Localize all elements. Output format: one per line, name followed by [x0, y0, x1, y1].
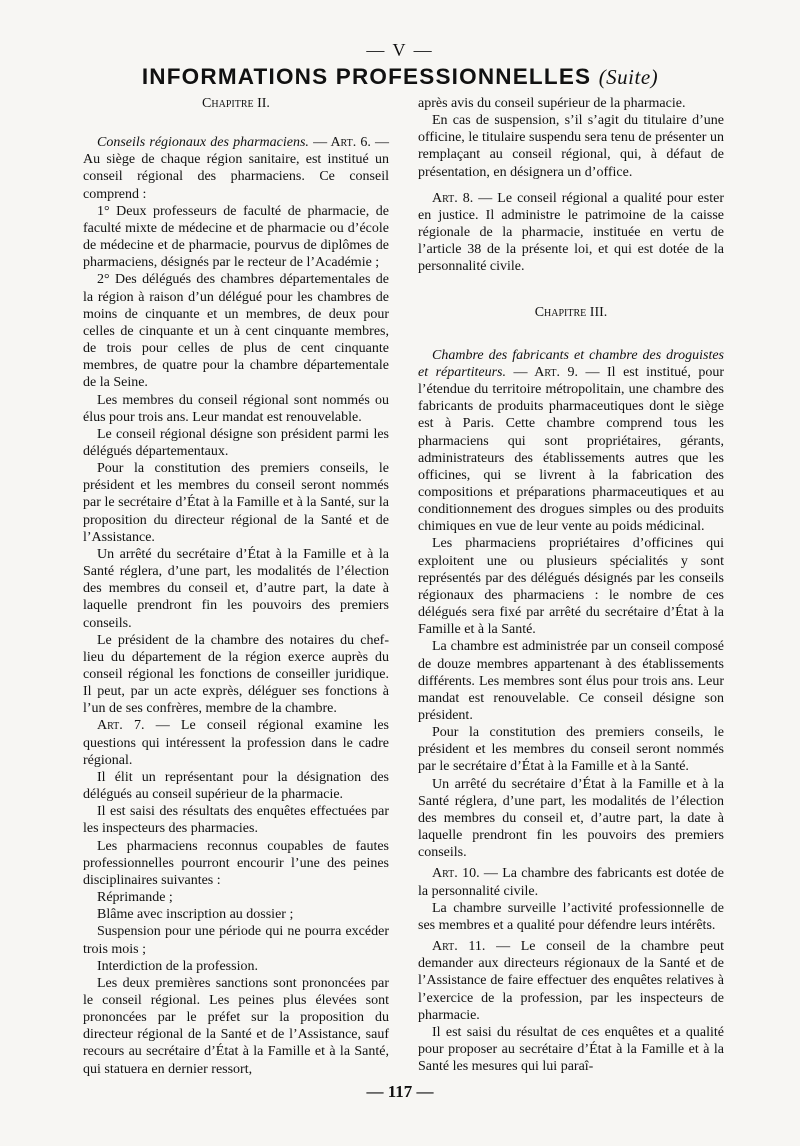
paragraph: Il est saisi du résultat de ces enquêtes et a qualité pour proposer au secrétaire d’État à la Famille et à la Santé les mesures qui lui paraî-: [418, 1024, 724, 1075]
article-label: Art. 7.: [97, 718, 145, 734]
paragraph: Les pharmaciens reconnus coupables de fautes professionnelles pourront encourir l’une des peines disciplinaires suivantes :: [83, 838, 389, 888]
article-label: Art. 10.: [432, 866, 480, 882]
paragraph-text: — La chambre des fabricants est dotée de la personnalité civile.: [418, 866, 724, 899]
list-item: Blâme avec inscription au dossier ;: [97, 907, 294, 923]
chapter-heading: Chapitre III.: [534, 304, 608, 320]
chapter-heading: Chapitre II.: [202, 96, 270, 111]
title-text: INFORMATIONS PROFESSIONNELLES: [141, 64, 592, 89]
paragraph: La chambre surveille l’activité professionnelle de ses membres et a qualité pour défendre leurs intérêts.: [418, 900, 724, 933]
left-column: [83, 95, 389, 1078]
paragraph: En cas de suspension, s’il s’agit du titulaire d’une officine, le titulaire suspendu sera tenu de présenter un remplaçant au conseil régional, qui, à défaut de présentation, en désignera un d’office.: [418, 113, 724, 180]
paragraph: Le conseil régional désigne son président parmi les délégués départementaux.: [83, 426, 389, 459]
paragraph: [418, 865, 724, 899]
paragraph: La chambre est administrée par un conseil composé de douze membres appartenant à des établissements différents. Les membres sont élus pour trois ans. Leur mandat est renouvelable. Ce conseil désigne son président.: [418, 639, 724, 723]
paragraph: [83, 134, 389, 203]
article-label: Art. 11.: [432, 939, 486, 955]
article-label: Art. 8.: [432, 190, 474, 206]
paragraph-text: — Il est institué, pour l’étendue du territoire métropolitain, une chambre des fabricants de produits pharmaceutiques dont le siège est à Paris. Cette chambre comprend tous les pharmaciens qui sont propriétaires, gérants, administrateurs des établissements autres que les officines, qui se livrent à la fabrication des compositions et préparations pharmaceutiques et au conditionnement des drogues simples ou des produits chimiques en vue de leur vente au poids médicinal.: [418, 364, 724, 535]
paragraph-text: — Le conseil régional a qualité pour ester en justice. Il administre le patrimoine de la caisse régionale de la pharmacie, instituée en vertu de l’article 38 de la présente loi, et qui est dotée de la personnalité civile.: [418, 190, 724, 275]
title-suite: (Suite): [598, 65, 659, 89]
page-number: — 117 —: [366, 1082, 434, 1101]
article-label: — Art. 6.: [313, 135, 371, 151]
page-title: [80, 64, 720, 90]
paragraph: Le président de la chambre des notaires du chef-lieu du département de la région exerce auprès du conseil régional les fonctions de conseiller juridique. Il peut, par un acte exprès, déléguer ses fonctions à l’un de ses confrères, membre de la chambre.: [83, 632, 389, 717]
paragraph: [418, 347, 724, 536]
paragraph: Un arrêté du secrétaire d’État à la Famille et à la Santé réglera, d’une part, les modalités de l’élection des membres du conseil et, d’autre part, la date à laquelle prendront fin les pouvoirs des premiers conseils.: [83, 546, 389, 631]
list-item: Interdiction de la profession.: [97, 958, 258, 974]
paragraph: 1° Deux professeurs de faculté de pharmacie, de faculté mixte de médecine et de pharmacie ou d’école de médecine et de pharmacie, pourvus de diplômes de pharmaciens, désignés par le recteur de l’Académie ;: [83, 203, 389, 271]
paragraph: Pour la constitution des premiers conseils, le président et les membres du conseil seront nommés par le secrétaire d’État à la Famille et à la Santé, sur la proposition du directeur régional de la Santé et de l’Assistance.: [83, 461, 389, 545]
paragraph: [418, 938, 724, 1024]
paragraph-text: — Au siège de chaque région sanitaire, est institué un conseil régional des pharmaciens. Ce conseil comprend :: [83, 135, 390, 202]
section-title: Chambre des fabricants et chambre des droguistes et répartiteurs.: [418, 347, 724, 380]
paragraph: Il élit un représentant pour la désignation des délégués au conseil supérieur de la pharmacie.: [83, 769, 389, 803]
list-item: Suspension pour une période qui ne pourra excéder trois mois ;: [83, 924, 389, 957]
list-item: Réprimande ;: [97, 890, 173, 906]
paragraph: Un arrêté du secrétaire d’État à la Famille et à la Santé réglera, d’une part, les modalités de l’élection des membres du conseil et, d’autre part, la date à laquelle prendront fin les pouvoirs des premiers conseils.: [418, 776, 724, 861]
section-numeral: — V —: [366, 40, 434, 60]
paragraph-text: — Le conseil régional examine les questions qui intéressent la profession dans le cadre régional.: [83, 718, 390, 768]
section-title: Conseils régionaux des pharmaciens.: [97, 135, 309, 151]
paragraph: Pour la constitution des premiers conseils, le président et les membres du conseil seront nommés par le secrétaire d’État à la Famille et à la Santé.: [418, 725, 724, 775]
paragraph: 2° Des délégués des chambres départementales de la région à raison d’un délégué pour les chambres de moins de cinquante et un membres, de deux pour celles de cinquante et un à cent cinquante membres, de trois pour celles de plus de cent cinquante membres, de quatre pour la chambre départementale de la Seine.: [83, 272, 389, 391]
paragraph: Il est saisi des résultats des enquêtes effectuées par les inspecteurs des pharmacies.: [83, 804, 389, 837]
paragraph: Les deux premières sanctions sont prononcées par le conseil régional. Les peines plus élevées sont prononcées par le préfet sur la proposition du directeur régional de la Santé et de l’Assistance, sauf recours au secrétaire d’État à la Famille et à la Santé, qui statuera en dernier ressort,: [83, 975, 389, 1077]
paragraph: [418, 190, 724, 276]
paragraph: Les pharmaciens propriétaires d’officines qui exploitent une ou plusieurs spécialités y sont représentés par des délégués désignés par les conseils régionaux des pharmaciens : le nombre de ces délégués sera fixé par arrêté du secrétaire d’État à la Famille et à la Santé.: [418, 536, 724, 638]
right-column: [418, 95, 724, 1075]
article-label: — Art. 9.: [513, 364, 579, 380]
paragraph: Les membres du conseil régional sont nommés ou élus pour trois ans. Leur mandat est renouvelable.: [83, 392, 389, 425]
paragraph: après avis du conseil supérieur de la pharmacie.: [418, 96, 686, 111]
paragraph-text: — Le conseil de la chambre peut demander aux directeurs régionaux de la Santé et de l’Assistance de faire effectuer des enquêtes relatives à l’exercice de la profession, par les inspecteurs de pharmacie.: [418, 939, 724, 1023]
paragraph: [83, 717, 389, 768]
